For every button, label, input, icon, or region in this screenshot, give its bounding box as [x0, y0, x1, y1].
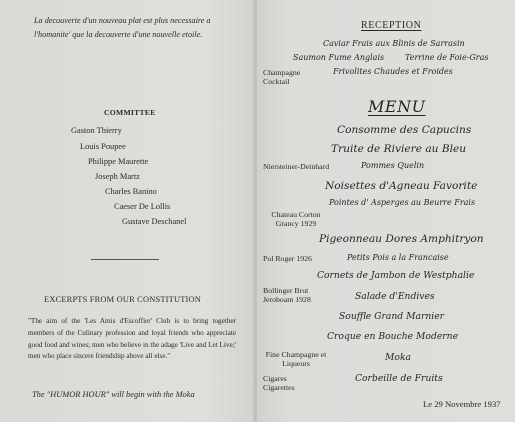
dish-moka: Moka — [385, 352, 411, 363]
reception-title: RECEPTION — [361, 20, 422, 31]
dish-pigeonneau: Pigeonneau Dores Amphitryon — [319, 233, 484, 245]
reception-terrine: Terrine de Foie-Gras — [405, 53, 489, 62]
section-divider — [91, 259, 159, 260]
committee-member: Gaston Thierry — [71, 126, 122, 135]
wine-chateau: Chateau Corton Grancy 1929 — [271, 210, 321, 228]
wine-niersteiner: Niersteiner-Deinhard — [263, 162, 330, 171]
humor-hour-note: The "HUMOR HOUR" will begin with the Moka — [32, 390, 195, 399]
dish-souffle: Souffle Grand Marnier — [339, 311, 445, 322]
cigares-cigarettes: Cigares Cigarettes — [263, 374, 295, 392]
wine-fine-champagne: Fine Champagne et Liqueurs — [265, 350, 327, 368]
constitution-text: "The aim of the 'Les Amis d'Escoffier' Club is to bring together members of the Culinary profession and loyal friends who appreciate good food and wines; men who believe in the adage 'Live and Let Live;' men who place sincere friendship above all else." — [28, 317, 236, 361]
left-page — [0, 0, 255, 422]
dish-petits-pois: Petits Pois a la Francaise — [347, 253, 449, 262]
wine-pol-roger: Pol Roger 1926 — [263, 254, 312, 263]
committee-member: Gustave Deschanel — [122, 217, 187, 226]
committee-member: Philippe Maurette — [88, 157, 149, 166]
excerpts-title: EXCERPTS FROM OUR CONSTITUTION — [44, 295, 201, 304]
dish-salade: Salade d'Endives — [355, 291, 435, 302]
opening-quote: La decouverte d'un nouveau plat est plus necessaire a l'homanite' que la decouverte d'une nouvelle etoile. — [34, 16, 211, 39]
dish-pointes: Pointes d' Asperges au Beurre Frais — [329, 198, 476, 207]
committee-member: Charles Banino — [105, 187, 157, 196]
dish-truite: Truite de Riviere au Bleu — [331, 143, 467, 155]
right-page — [257, 0, 515, 422]
wine-bollinger: Bollinger Brut Jeroboam 1928 — [263, 286, 311, 304]
reception-saumon: Saumon Fume Anglais — [293, 53, 385, 62]
reception-friandises: Frivolites Chaudes et Froides — [333, 67, 453, 76]
committee-member: Louis Poupee — [80, 142, 126, 151]
dish-croque: Croque en Bouche Moderne — [327, 331, 459, 342]
committee-title: COMMITTEE — [104, 108, 156, 117]
dish-consomme: Consomme des Capucins — [337, 124, 472, 136]
committee-member: Caeser De Lollis — [114, 202, 171, 211]
dish-noisettes: Noisettes d'Agneau Favorite — [325, 180, 478, 192]
reception-caviar: Caviar Frais aux Blinis de Sarrasin — [323, 39, 465, 48]
menu-date: Le 29 Novembre 1937 — [423, 399, 501, 409]
reception-champagne: Champagne Cocktail — [263, 68, 301, 86]
dish-corbeille: Corbeille de Fruits — [355, 373, 443, 384]
dish-cornets: Cornets de Jambon de Westphalie — [317, 270, 475, 281]
menu-title: MENU — [368, 97, 426, 116]
committee-member: Joseph Martz — [95, 172, 140, 181]
dish-pommes: Pommes Quelin — [361, 161, 425, 170]
